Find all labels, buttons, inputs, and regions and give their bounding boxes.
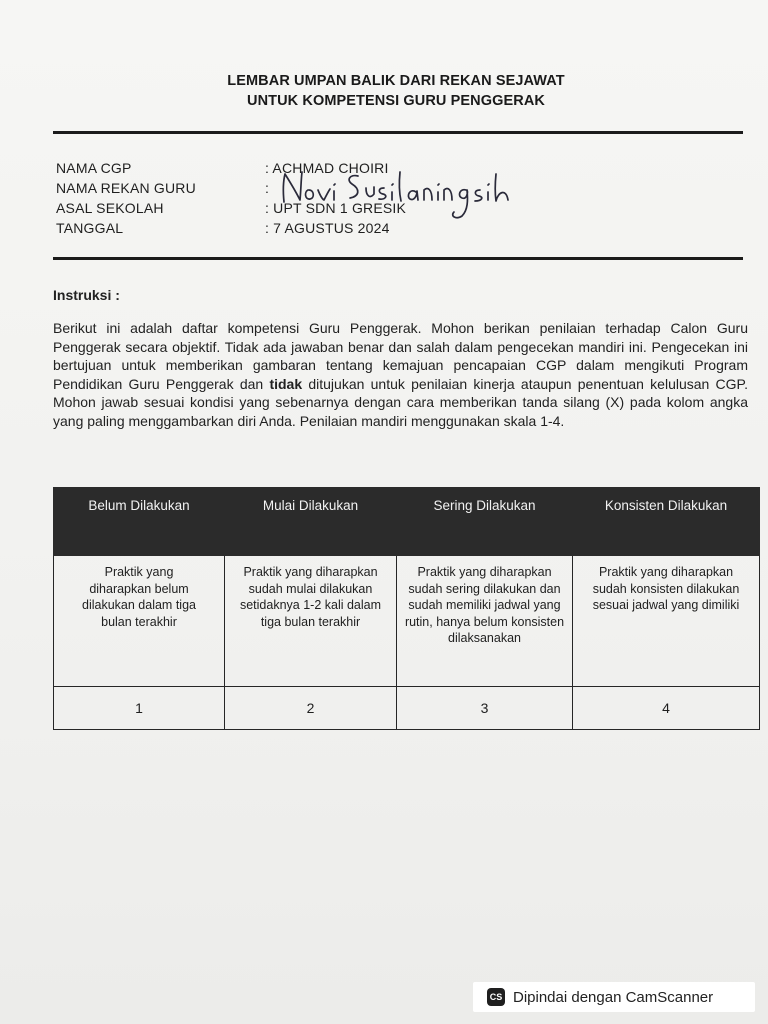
value-tanggal: : 7 AGUSTUS 2024	[265, 220, 390, 236]
document-title-line-1: LEMBAR UMPAN BALIK DARI REKAN SEJAWAT	[227, 73, 565, 89]
instructions-text-part-2: ditujukan untuk penilaian kinerja ataupun penentuan kelulusan CGP. Mohon jawab sesuai kondisi yang sebenarnya dengan cara memberikan tanda silang (X) pada kolom angka yang paling menggambarkan diri Anda. Penilaian mandiri menggunakan skala 1-4.	[53, 375, 748, 429]
scale-value-4[interactable]: 4	[573, 687, 760, 730]
camscanner-icon: CS	[487, 988, 505, 1006]
scale-value-3[interactable]: 3	[397, 687, 573, 730]
description-cell-2: Praktik yang diharapkan sudah mulai dilakukan setidaknya 1-2 kali dalam tiga bulan terakhir	[225, 556, 397, 687]
label-nama-rekan-guru: NAMA REKAN GURU	[56, 180, 196, 196]
instructions-bold-word: tidak	[269, 375, 303, 392]
header-mulai-dilakukan: Mulai Dilakukan	[225, 488, 397, 556]
value-nama-rekan-guru: :	[265, 180, 270, 196]
instructions-text-part-1: Berikut ini adalah daftar kompetensi Guru Penggerak. Mohon berikan penilaian terhadap Calon Guru Penggerak secara objektif. Tidak ada jawaban benar dan salah dalam pengecekan mandiri ini. Pengecekan ini bertujuan untuk memberikan gambaran tentang kemajuan pencapaian CGP dalam mengikuti Program Pendidikan Guru Penggerak dan	[53, 320, 748, 392]
scale-value-row	[54, 687, 760, 730]
handwritten-name-signature	[270, 166, 530, 226]
instructions-heading: Instruksi :	[53, 287, 120, 303]
value-nama-cgp: : ACHMAD CHOIRI	[265, 160, 389, 176]
header-belum-dilakukan: Belum Dilakukan	[54, 488, 225, 556]
description-cell-3: Praktik yang diharapkan sudah sering dilakukan dan sudah memiliki jadwal yang rutin, hanya belum konsisten dilaksanakan	[397, 556, 573, 687]
rating-scale-table	[53, 487, 760, 730]
label-asal-sekolah: ASAL SEKOLAH	[56, 200, 164, 216]
header-sering-dilakukan: Sering Dilakukan	[397, 488, 573, 556]
header-konsisten-dilakukan: Konsisten Dilakukan	[573, 488, 760, 556]
document-title-line-2: UNTUK KOMPETENSI GURU PENGGERAK	[247, 93, 545, 109]
camscanner-watermark	[473, 982, 755, 1012]
value-asal-sekolah: : UPT SDN 1 GRESIK	[265, 200, 407, 216]
description-cell-4: Praktik yang diharapkan sudah konsisten dilakukan sesuai jadwal yang dimiliki	[573, 556, 760, 687]
scale-description-row	[54, 556, 760, 687]
label-nama-cgp: NAMA CGP	[56, 160, 132, 176]
instructions-paragraph	[53, 319, 748, 430]
divider-top	[53, 131, 743, 134]
camscanner-text: Dipindai dengan CamScanner	[513, 988, 714, 1006]
scale-header-row	[54, 488, 760, 556]
label-tanggal: TANGGAL	[56, 220, 124, 236]
divider-bottom	[53, 257, 743, 260]
scale-value-2[interactable]: 2	[225, 687, 397, 730]
scale-value-1[interactable]: 1	[54, 687, 225, 730]
description-cell-1: Praktik yang diharapkan belum dilakukan dalam tiga bulan terakhir	[54, 556, 225, 687]
